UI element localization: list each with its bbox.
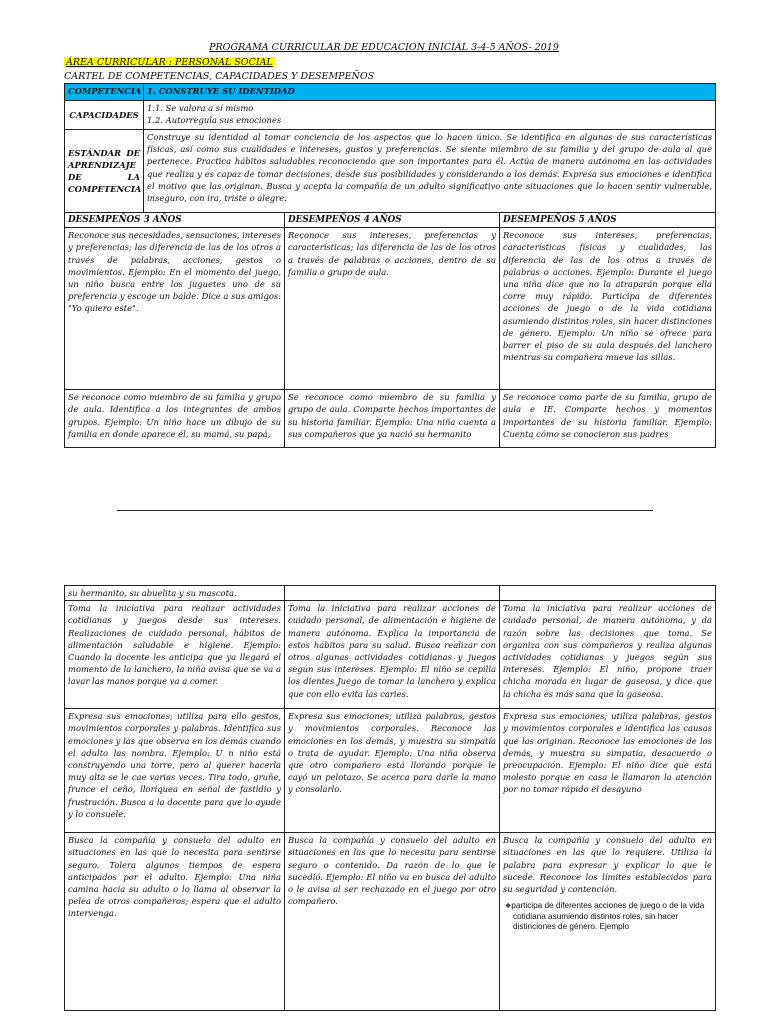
desempeno-cell: Se reconoce como miembro de su familia y grupo de aula. Identifica a los integrantes de ambos grupos. Ejemplo: Un niño hace un dibujo de su familia en donde aparece él, su mamá, su papá,	[65, 390, 285, 448]
desempenos-3-header: DESEMPEÑOS 3 AÑOS	[65, 213, 285, 228]
competencias-table-1	[64, 83, 716, 448]
capacidades-list	[144, 101, 716, 130]
capacidades-label: CAPACIDADES	[65, 101, 144, 130]
estandar-text: Construye su identidad al tomar conciencia de los aspectos que lo hacen único. Se identifica en algunas de sus características físicas, así como sus cualidades e intereses, gustos y preferencias. Se siente miembro de su familia y del grupo de aula al que pertenece. Practica hábitos saludables reconociendo que son importantes para él. Actúa de manera autónoma en las actividades que realiza y es capaz de tomar decisiones, desde sus posibilidades y considerando a los demás. Expresa sus emociones e identifica el motivo que las originan. Busca y acepta la compañía de un adulto significativo ante situaciones que lo hacen sentir vulnerable, inseguro, con ira, triste o alegre.	[144, 130, 716, 213]
page-title: PROGRAMA CURRICULAR DE EDUCACION INICIAL 3-4-5 AÑOS- 2019	[209, 42, 559, 53]
desempeno-cell: Toma la iniciativa para realizar acciones de cuidado personal, de alimentación e higiene de manera autónoma. Explica la importancia de estos hábitos para su salud. Busca realizar con otros algunas actividades cotidianas y juegos según sus intereses. Ejemplo: El niño se cepilla los dientes Juego de tomar la lanchero y explica que con ello evita las caries.	[285, 601, 500, 709]
estandar-label: ESTÁNDAR DE APRENDIZAJE DE LA COMPETENCIA	[65, 130, 144, 213]
competencia-label: COMPETENCIA	[65, 84, 144, 101]
desempeno-text: Busca la compañía y consuelo del adulto en situaciones en las que lo requiere. Utiliza la palabra para expresar y explicar lo que le sucede. Reconoce los límites establecidos para su seguridad y contención.	[503, 835, 712, 895]
capacidades-row	[65, 101, 716, 130]
competencia-row	[65, 84, 716, 101]
capacidad-item: 1.2. Autorregula sus emociones	[147, 115, 282, 126]
desempeno-cell: Expresa sus emociones; utiliza palabras, gestos y movimientos corporales. Reconoce las emociones en los demás, y muestra su simpatía o trata de ayudar. Ejemplo: Una niña observa que otro compañero está llorando porque le cayó un pelotazo. Se acerca para darle la mano y consolarlo.	[285, 709, 500, 833]
desempeno-cell: Toma la iniciativa para realizar acciones de cuidado personal, de manera autónoma, y da razón sobre las decisiones que toma. Se organiza con sus compañeros y realiza algunas actividades cotidianas y juegos según sus intereses. Ejemplo: El niño, propone traer chicha morada en lugar de gaseosa, y dice que la chicha es más sana que la gaseosa.	[500, 601, 716, 709]
desempeno-cell	[500, 833, 716, 1011]
table-row	[65, 390, 716, 448]
desempenos-4-header: DESEMPEÑOS 4 AÑOS	[285, 213, 500, 228]
desempeno-cell: Se reconoce como parte de su familia, grupo de aula e IE. Comparte hechos y momentos importantes de su historia familiar. Ejemplo: Cuenta cómo se conocieron sus padres	[500, 390, 716, 448]
desempeno-cell: Se reconoce como miembro de su familia y grupo de aula. Comparte hechos importantes de su historia familiar. Ejemplo: Una niña cuenta a sus compañeros que ya nació su hermanito	[285, 390, 500, 448]
table-row	[65, 228, 716, 390]
desempenos-header-row	[65, 213, 716, 228]
table-row	[65, 601, 716, 709]
competencias-table-2	[64, 585, 716, 1011]
page-subtitle: CARTEL DE COMPETENCIAS, CAPACIDADES Y DESEMPEÑOS	[64, 71, 375, 82]
desempeno-cell: Reconoce sus intereses, preferencias, características físicas y cualidades, las diferencia de las de los otros a través de palabras o acciones. Ejemplo: Durante el juego una niña dice que no la atraparán porque ella corre muy rápido. Participa de diferentes acciones de juego o de la vida cotidiana asumiendo distintos roles, sin hacer distinciones de género. Ejemplo: Un niño se ofrece para barrer el piso de su aula después del lanchero mientras su compañera mueve las sillas.	[500, 228, 716, 390]
desempeno-cell	[500, 586, 716, 601]
desempeno-cell: su hermanito, su abuelita y su mascota.	[65, 586, 285, 601]
desempeno-cell: Busca la compañía y consuelo del adulto en situaciones en las que lo necesita para sentirse seguro. Tolera algunos tiempos de espera anticipados por el adulto. Ejemplo: Una niña camina hacia su adulto o lo llama al observar la pelea de otros compañeros; espera que el adulto intervenga.	[65, 833, 285, 1011]
area-curricular: ÁREA CURRICULAR : PERSONAL SOCIAL	[66, 57, 273, 68]
bullet-note-text: participa de diferentes acciones de juego o de la vida cotidiana asumiendo distintos roles, sin hacer distinciones de género. Ejemplo	[511, 901, 705, 932]
desempeno-cell: Expresa sus emociones; utiliza para ello gestos, movimientos corporales y palabras. Identifica sus emociones y las que observa en los demás cuando el adulto las nombra. Ejemplo: U n niño está construyendo una torre, pero al querer hacerla muy alta se le cae varias veces. Tira todo, gruñe, frunce el ceño, lloriquea en señal de fastidio y frustración. Busca a la docente para que lo ayude y lo consuele.	[65, 709, 285, 833]
desempeno-cell: Reconoce sus necesidades, sensaciones, intereses y preferencias; las diferencia de las de los otros a través de palabras, acciones, gestos o movimientos. Ejemplo: En el momento del juego, un niño busca entre los juguetes uno de su preferencia y escoge un balde. Dice a sus amigos: "Yo quiero este".	[65, 228, 285, 390]
desempenos-5-header: DESEMPEÑOS 5 AÑOS	[500, 213, 716, 228]
desempeno-cell: Reconoce sus intereses, preferencias y características; las diferencia de las de los otros a través de palabras o acciones, dentro de su familia o grupo de aula.	[285, 228, 500, 390]
desempeno-cell	[285, 586, 500, 601]
capacidad-item: 1.1. Se valora a sí mismo	[147, 103, 254, 113]
table-row	[65, 833, 716, 1011]
table-row	[65, 709, 716, 833]
page-divider	[117, 510, 653, 511]
bullet-note	[503, 901, 712, 932]
diamond-bullet-icon: ❖	[505, 903, 512, 911]
desempeno-cell: Busca la compañía y consuelo del adulto en situaciones en las que lo necesita para sentirse seguro o contenido. Da razón de lo que le sucedió. Ejemplo: El niño va en busca del adulto o le avisa al ser rechazado en el juego por otro compañero.	[285, 833, 500, 1011]
table-row	[65, 586, 716, 601]
competencia-value: 1. CONSTRUYE SU IDENTIDAD	[144, 84, 716, 101]
estandar-row	[65, 130, 716, 213]
desempeno-cell: Expresa sus emociones; utiliza palabras, gestos y movimientos corporales e identifica las causas que las originan. Reconoce las emociones de los demás, y muestra su simpatía, desacuerdo o preocupación. Ejemplo: El niño dice que está molesto porque en casa le llamaron la atención por no tomar rápido el desayuno	[500, 709, 716, 833]
desempeno-cell: Toma la iniciativa para realizar actividades cotidianas y juegos desde sus intereses. Realizaciones de cuidado personal, hábitos de alimentación saludable e higiene. Ejemplo: Cuando la docente les anticipa que ya llegará el momento de la lanchero, la niña avisa que se va a lavar las manos porque va a comer.	[65, 601, 285, 709]
